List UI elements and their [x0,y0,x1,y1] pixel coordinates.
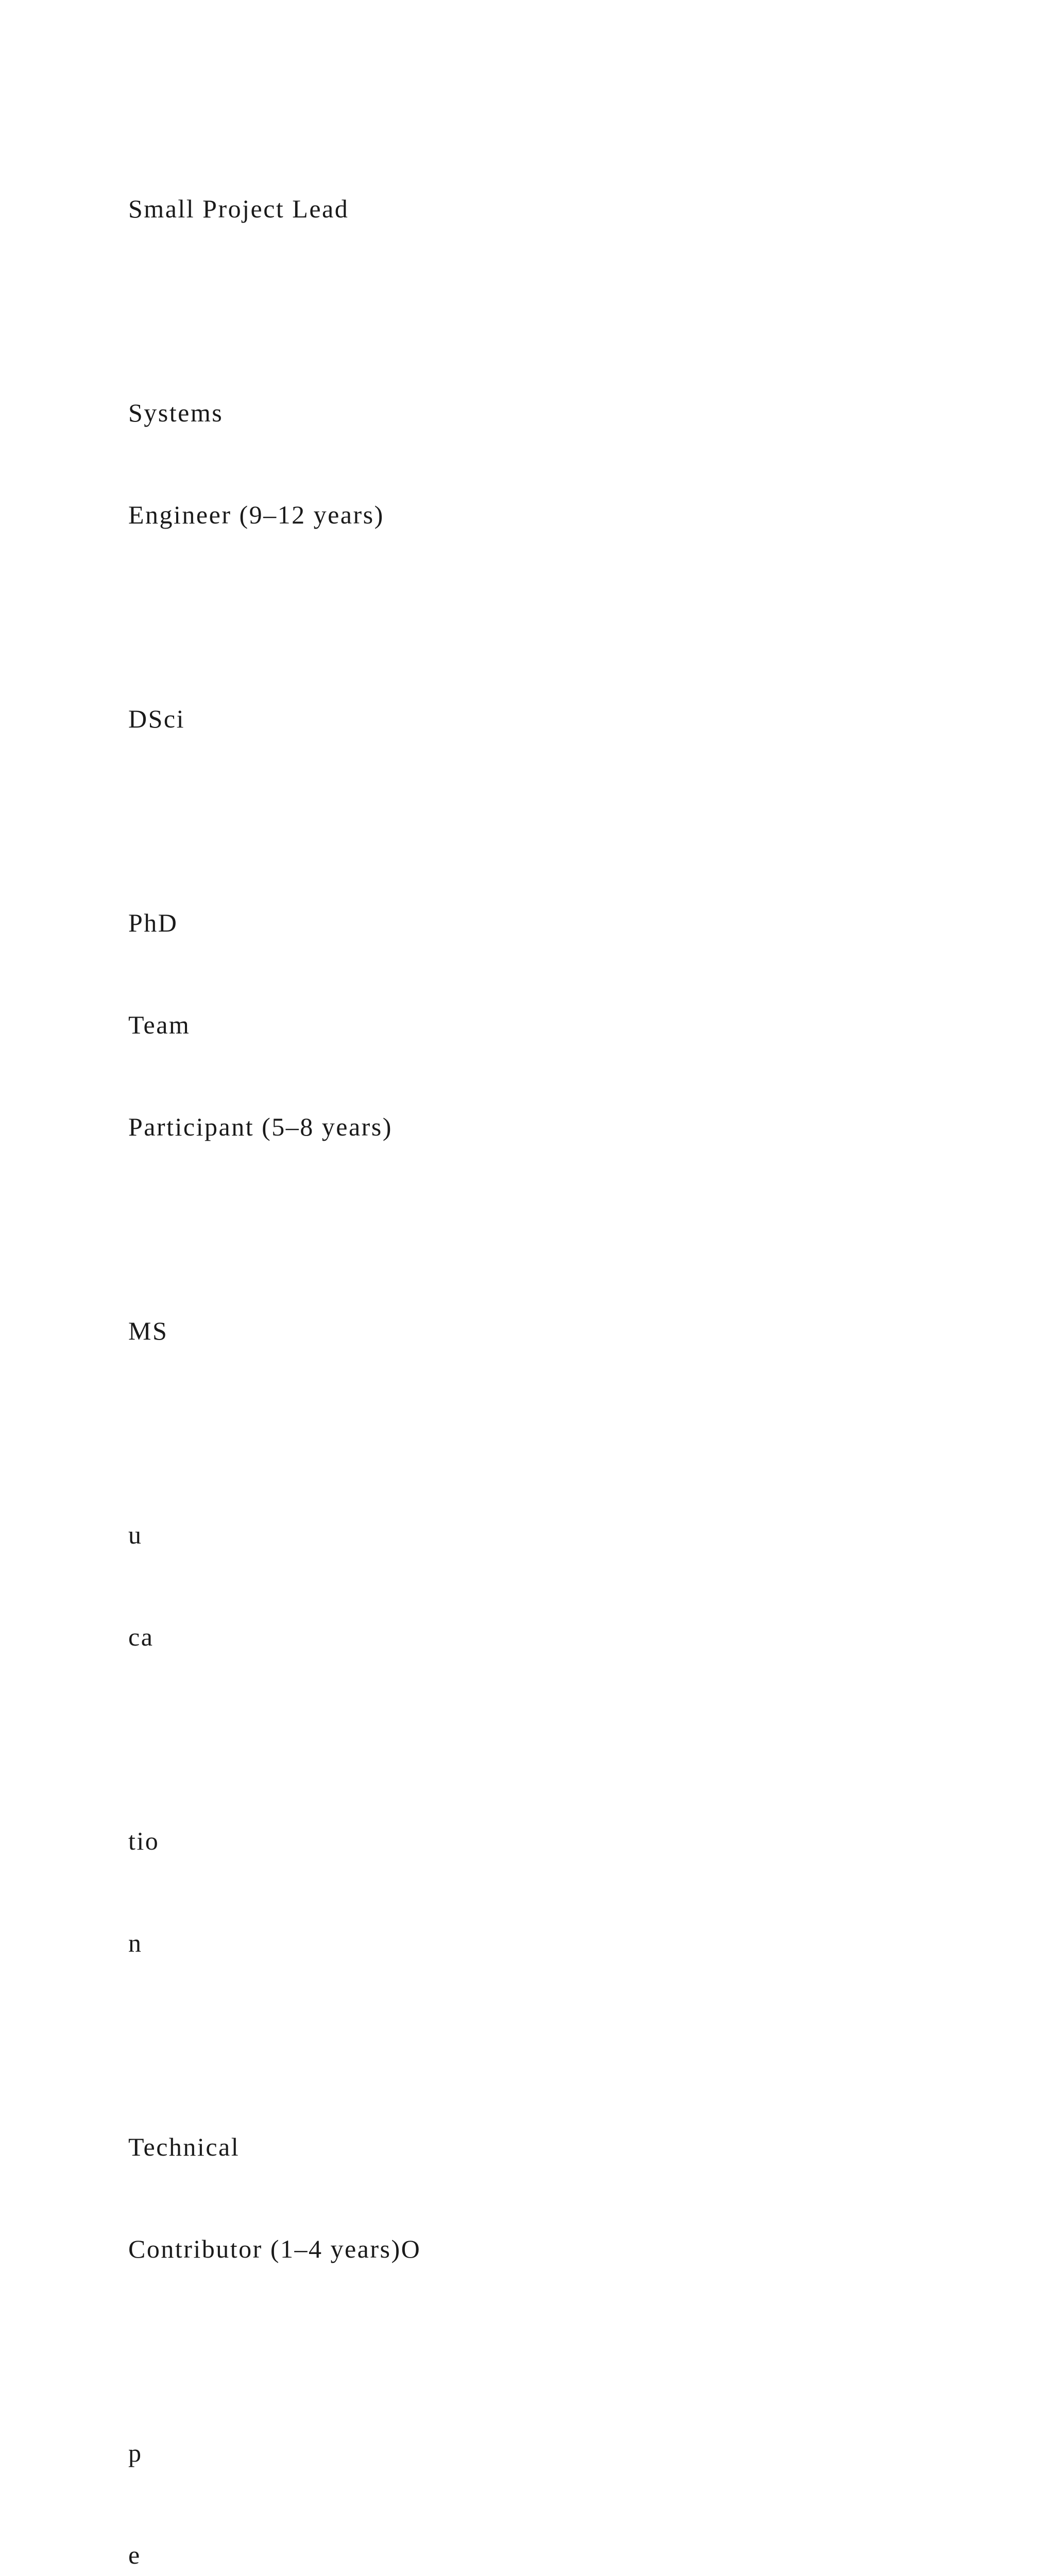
text-line: DSci [128,704,185,733]
document-text [128,124,421,2576]
text-line [128,2334,421,2368]
text-line [128,2028,421,2062]
text-line [128,1212,421,1246]
text-line: Systems [128,398,224,427]
text-line: u [128,1520,143,1549]
text-line: tio [128,1826,160,1855]
text-line: PhD [128,908,178,937]
text-line: Participant (5–8 years) [128,1112,393,1141]
text-line: n [128,1928,143,1957]
text-line: Team [128,1010,191,1039]
text-line [128,294,421,328]
text-line: Technical [128,2132,240,2161]
text-line [128,1416,421,1450]
text-line [128,1722,421,1756]
text-line: Engineer (9–12 years) [128,500,384,529]
text-line: MS [128,1316,168,1345]
text-line: ca [128,1622,154,1651]
text-line [128,804,421,838]
text-line [128,600,421,634]
text-line: Small Project Lead [128,194,349,223]
text-line: p [128,2438,143,2467]
text-line: e [128,2540,141,2569]
text-line: Contributor (1–4 years)O [128,2234,421,2263]
